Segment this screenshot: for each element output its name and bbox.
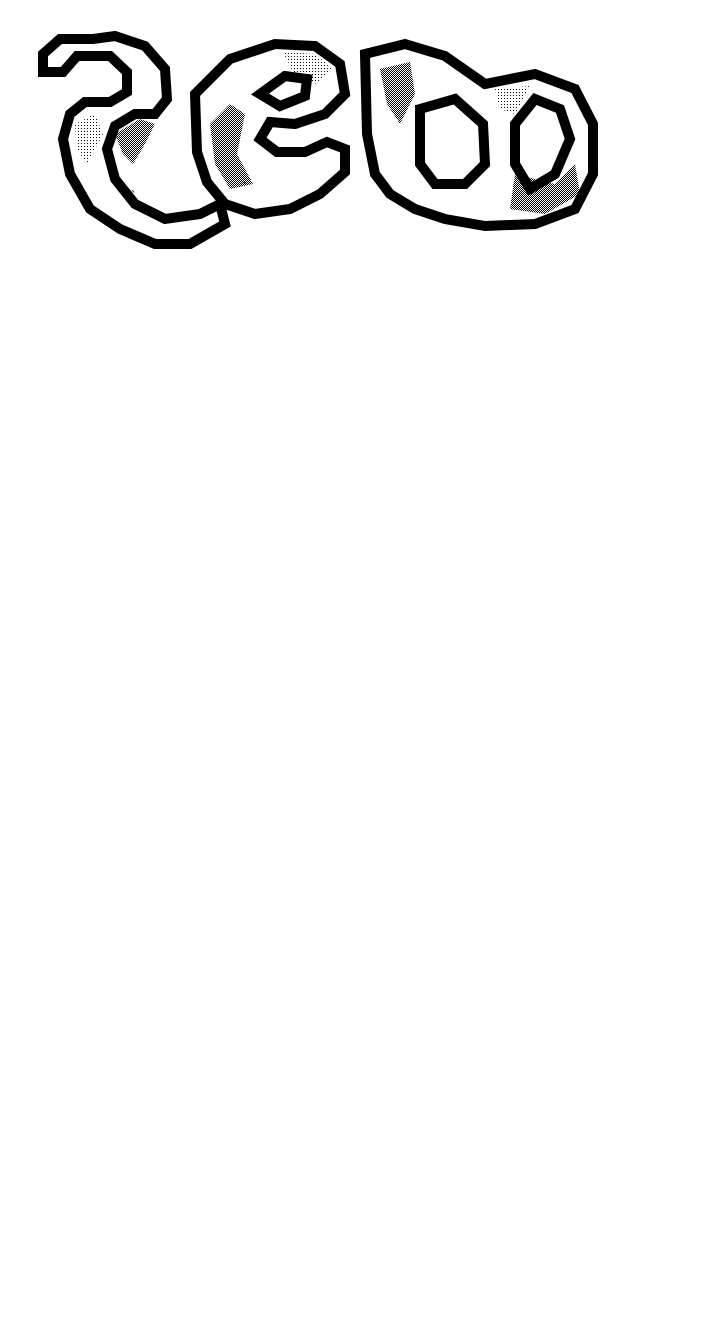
ascii-art-logo-icon [15, 14, 605, 254]
svg-text:`: ` [130, 189, 138, 203]
svg-text:.: . [241, 173, 249, 187]
